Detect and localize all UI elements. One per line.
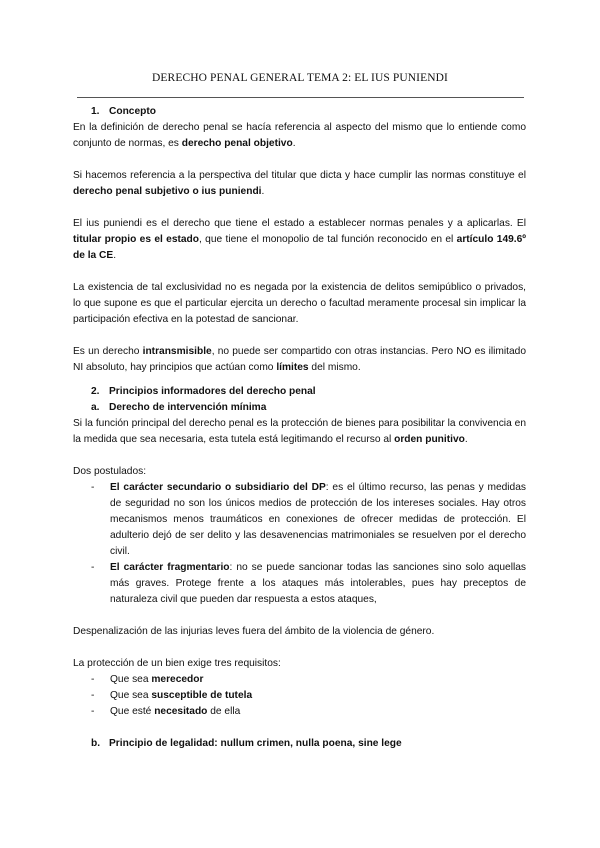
section-1-paragraph-3 — [73, 216, 526, 264]
text-run: Es un derecho — [73, 346, 143, 357]
text-run: : es el último recurso, las penas y medidas de seguridad no son los únicos medios de protección de los intereses sociales. Hay otros mecanismos menos traumáticos en conexiones de ofrecer medidas de protección. El adulterio dejó de ser delito y las desavenencias matrimoniales se resuelven por el derecho civil. — [110, 482, 526, 557]
requisitos-intro: La protección de un bien exige tres requisitos: — [73, 658, 281, 669]
section-1-number: 1. — [91, 106, 100, 117]
section-2-title: Principios informadores del derecho penal — [109, 386, 316, 397]
bold-term: titular propio es el estado — [73, 234, 200, 245]
subsection-a-title: Derecho de intervención mínima — [109, 402, 267, 413]
list-item — [73, 672, 526, 688]
subsection-a-heading — [73, 400, 526, 416]
bold-term: límites — [276, 362, 309, 373]
section-2-heading — [73, 384, 526, 400]
text-run: , que tiene el monopolio de tal función reconocido en el — [199, 234, 457, 245]
bold-term: orden punitivo — [394, 434, 465, 445]
bold-term: susceptible de tutela — [151, 690, 253, 701]
subsection-b-title: Principio de legalidad: nullum crimen, nulla poena, sine lege — [109, 738, 402, 749]
text-run: En la definición de derecho penal se hacía referencia al aspecto del mismo que lo entiende como conjunto de normas, es — [73, 122, 526, 149]
bold-term: artículo 149.6º de la CE — [73, 234, 527, 261]
list-dash: - — [91, 690, 95, 701]
list-item — [73, 480, 526, 560]
list-item — [73, 704, 526, 720]
list-item — [73, 560, 526, 608]
text-run: . — [261, 186, 265, 197]
bold-term: merecedor — [151, 674, 204, 685]
text-run: . — [113, 250, 117, 261]
list-dash: - — [91, 482, 95, 493]
section-1-title: Concepto — [109, 106, 156, 117]
text-run: . — [292, 138, 296, 149]
text-run: : no se puede sancionar todas las sanciones sino solo aquellas más graves. Protege frente a los ataques más intolerables, pues hay preceptos de naturaleza civil que pueden dar respuesta a estos ataques, — [110, 562, 526, 605]
list-item — [73, 688, 526, 704]
section-1-paragraph-5 — [73, 344, 526, 376]
text-run: de ella — [207, 706, 241, 717]
bold-term: intransmisible — [142, 346, 212, 357]
section-2-number: 2. — [91, 386, 100, 397]
despenalizacion-note: Despenalización de las injurias leves fuera del ámbito de la violencia de género. — [73, 626, 435, 637]
subsection-a-letter: a. — [91, 402, 100, 413]
text-run: El ius puniendi es el derecho que tiene el estado a establecer normas penales y a aplicarlas. El — [73, 218, 526, 229]
section-1-paragraph-2 — [73, 168, 526, 200]
list-dash: - — [91, 706, 95, 717]
subsection-b-heading — [73, 736, 526, 752]
text-run: . — [464, 434, 468, 445]
section-1-paragraph-1 — [73, 120, 526, 152]
list-dash: - — [91, 674, 95, 685]
subsection-b-letter: b. — [91, 738, 101, 749]
text-run: Que esté — [110, 706, 155, 717]
subsection-a-paragraph-1 — [73, 416, 526, 448]
postulados-intro: Dos postulados: — [73, 466, 147, 477]
text-run: Si la función principal del derecho penal es la protección de bienes para posibilitar la convivencia en la medida que sea necesaria, esta tutela está legitimando el recurso al — [73, 418, 526, 445]
bold-term: El carácter fragmentario — [110, 562, 230, 573]
bold-term: El carácter secundario o subsidiario del DP — [110, 482, 326, 493]
text-run: , no puede ser compartido con otras instancias. Pero NO es ilimitado NI absoluto, hay principios que actúan como — [73, 346, 526, 373]
text-run: Que sea — [110, 690, 152, 701]
title-divider — [77, 97, 524, 98]
document-body — [73, 104, 526, 752]
list-dash: - — [91, 562, 95, 573]
section-1-heading — [73, 104, 526, 120]
text-run: Que sea — [110, 674, 152, 685]
text-run: del mismo. — [308, 362, 361, 373]
section-1-paragraph-4: La existencia de tal exclusividad no es negada por la existencia de delitos semipúblico o privados, lo que supone es que el particular ejercita un derecho o facultad meramente procesal sin implicar la participación efectiva en la potestad de sancionar. — [73, 282, 526, 325]
bold-term: derecho penal objetivo — [181, 138, 293, 149]
text-run: Si hacemos referencia a la perspectiva del titular que dicta y hace cumplir las normas constituye el — [73, 170, 526, 181]
document-title: DERECHO PENAL GENERAL TEMA 2: EL IUS PUNIENDI — [152, 72, 448, 84]
bold-term: derecho penal subjetivo o ius puniendi — [73, 186, 262, 197]
bold-term: necesitado — [154, 706, 208, 717]
